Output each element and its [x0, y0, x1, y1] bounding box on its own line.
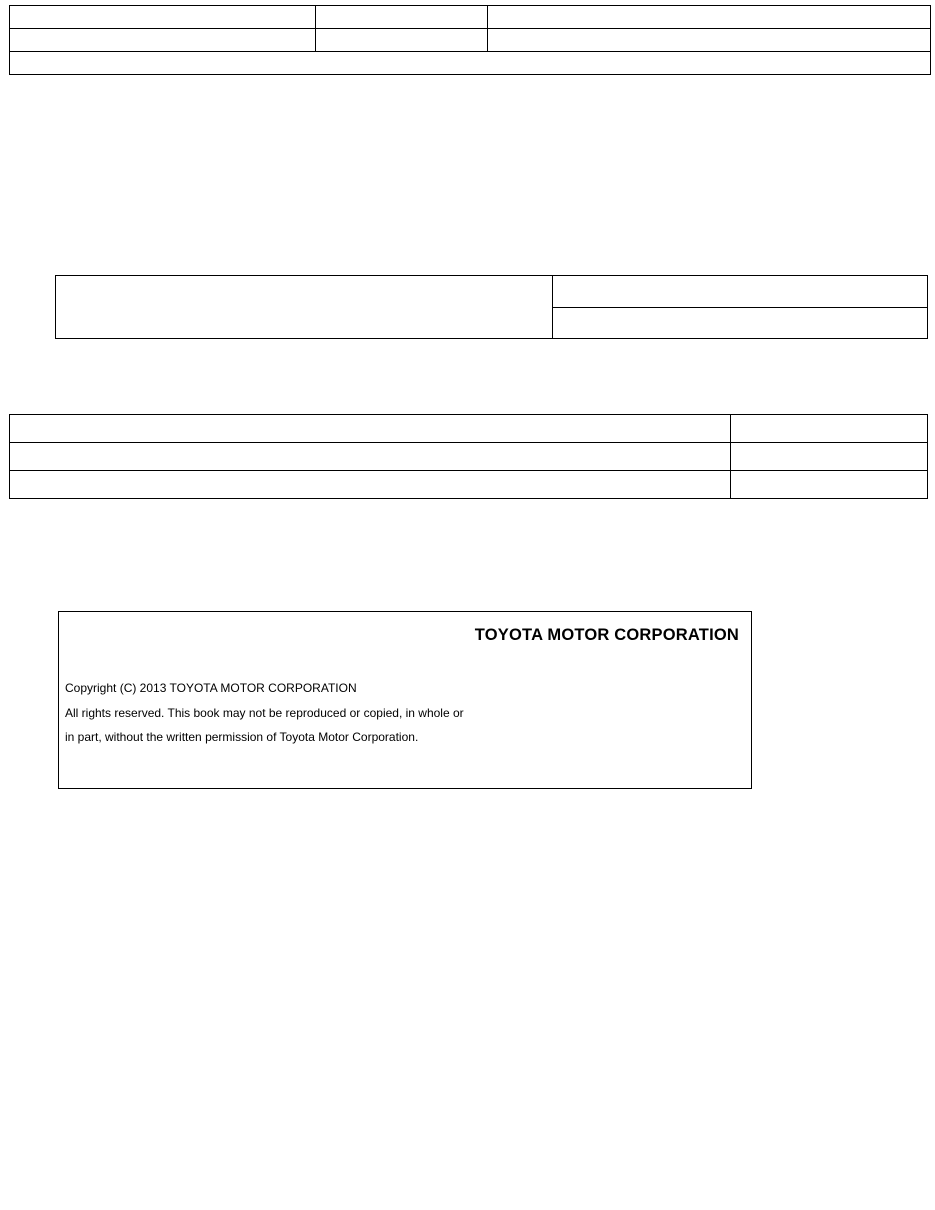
lower-cell-2-side — [731, 443, 928, 471]
header-cell-2b — [316, 29, 488, 52]
copyright-line-2: All rights reserved. This book may not be reproduced or copied, in whole or — [65, 705, 464, 720]
table-row — [10, 415, 928, 443]
copyright-line-3: in part, without the written permission of Toyota Motor Corporation. — [65, 730, 419, 744]
header-cell-1c — [488, 6, 931, 29]
table-row — [56, 276, 928, 308]
link-container — [16, 124, 316, 144]
header-cell-full — [10, 52, 931, 75]
table-row — [10, 29, 931, 52]
copyright-box — [58, 611, 752, 789]
mid-right-cell-2 — [553, 307, 928, 339]
company-name: TOYOTA MOTOR CORPORATION — [474, 626, 739, 644]
header-cell-2a — [10, 29, 316, 52]
table-row — [10, 52, 931, 75]
header-cell-1b — [316, 6, 488, 29]
mid-left-cell — [56, 276, 553, 339]
lower-cell-3-main — [10, 471, 731, 499]
lower-cell-3-side — [731, 471, 928, 499]
document-link[interactable] — [16, 124, 162, 139]
lower-cell-1-main — [10, 415, 731, 443]
table-row — [10, 443, 928, 471]
lower-table — [9, 414, 928, 499]
header-cell-2c — [488, 29, 931, 52]
copyright-line-1: Copyright (C) 2013 TOYOTA MOTOR CORPORATION — [65, 681, 357, 695]
table-row — [10, 6, 931, 29]
mid-table — [55, 275, 928, 339]
copyright-text — [65, 676, 725, 750]
mid-right-cell-1 — [553, 276, 928, 308]
header-cell-1a — [10, 6, 316, 29]
lower-cell-1-side — [731, 415, 928, 443]
header-table — [9, 5, 931, 75]
table-row — [10, 471, 928, 499]
lower-cell-2-main — [10, 443, 731, 471]
